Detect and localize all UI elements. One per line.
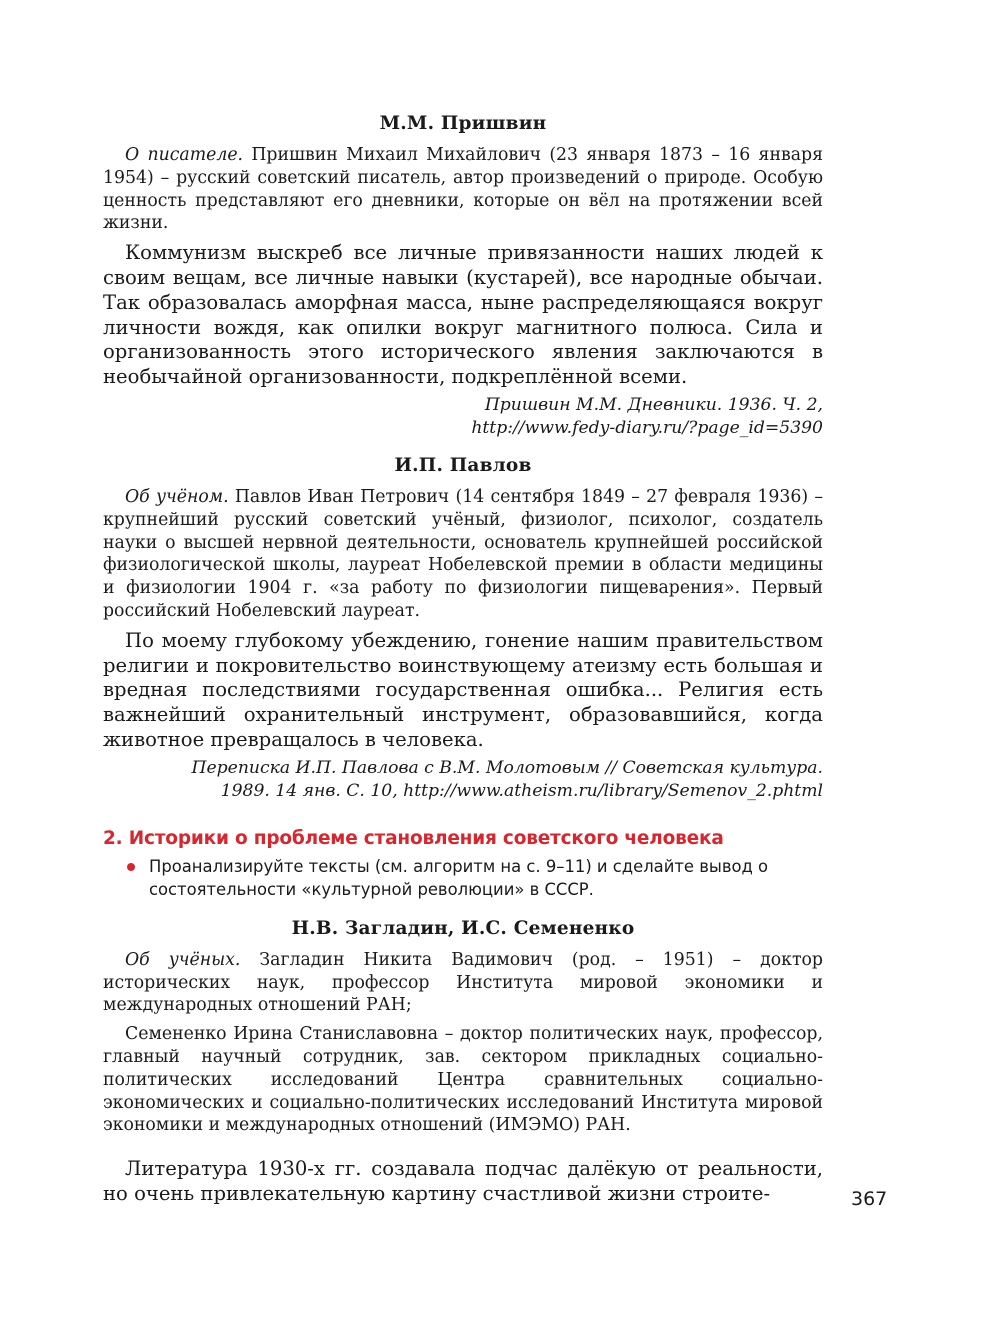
section-heading: М.М. Пришвин	[379, 113, 547, 134]
quote-source	[103, 394, 823, 441]
section-heading: И.П. Павлов	[394, 454, 532, 476]
section-pavlov	[103, 455, 823, 804]
quote-text: Литература 1930-х гг. создавала подчас далёкую от реальности, но очень привлекательную картину счастливой жизни строите-	[103, 1157, 823, 1205]
part-title: 2. Историки о проблеме становления советского человека	[103, 827, 724, 849]
source-link[interactable]: 1989. 14 янв. С. 10, http://www.atheism.ru/library/Semenov_2.phtml	[220, 781, 823, 802]
part-2	[103, 828, 823, 1207]
quote-text: Коммунизм выскреб все личные привязанности наших людей к своим вещам, все личные навыки (кустарей), все народные обычаи. Так образовалась аморфная масса, ныне распределяющаяся вокруг личности вождя, как опилки вокруг магнитного полюса. Сила и организованность этого исторического явления заключаются в необычайной организованности, подкреплённой всеми.	[103, 241, 823, 389]
section-prishvin	[103, 113, 823, 441]
author-bio-second: Семененко Ирина Станиславовна – доктор политических наук, профессор, главный научный сотрудник, зав. сектором прикладных социально-политических исследований Центра сравнительных социально-экономических и социально-политических исследований Института мировой экономики и международных отношений (ИМЭМО) РАН.	[103, 1024, 823, 1136]
quote-source	[103, 757, 823, 804]
author-bio	[103, 949, 823, 1017]
bio-text: Загладин Никита Вадимович (род. – 1951) – доктор исторических наук, профессор Института мировой экономики и международных отношений РАН;	[103, 949, 823, 1016]
author-bio	[103, 486, 823, 623]
page-number: 367	[851, 1188, 888, 1210]
task-text: Проанализируйте тексты (см. алгоритм на с. 9–11) и сделайте вывод о состоятельности «культурной революции» в СССР.	[149, 856, 769, 900]
bio-text: Пришвин Михаил Михайлович (23 января 1873 – 16 января 1954) – русский советский писатель, автор произведений о природе. Особую ценность представляют его дневники, которые он вёл на протяжении всей жизни.	[103, 145, 823, 234]
bio-label: О писателе.	[125, 145, 244, 165]
source-line: Переписка И.П. Павлова с В.М. Молотовым // Советская культура.	[191, 757, 823, 778]
source-line: Пришвин М.М. Дневники. 1936. Ч. 2,	[484, 394, 823, 415]
source-link[interactable]: http://www.fedy-diary.ru/?page_id=5390	[471, 418, 823, 439]
bio-text: Павлов Иван Петрович (14 сентября 1849 – 27 февраля 1936) – крупнейший русский советский учёный, физиолог, психолог, создатель науки о высшей нервной деятельности, основатель крупнейшей российской физиологической школы, лауреат Нобелевской премии в области медицины и физиологии 1904 г. «за работу по физиологии пищеварения». Первый российский Нобелевский лауреат.	[103, 486, 823, 621]
bio-label: Об учёных.	[125, 949, 241, 970]
page-content	[103, 113, 823, 1211]
quote-text: По моему глубокому убеждению, гонение нашим правительством религии и покровительство воинствующему атеизму есть большая и вредная последствиями государственная ошибка... Религия есть важнейший охранительный инструмент, образовавшийся, когда животное превращалось в человека.	[103, 628, 823, 751]
task-item	[149, 855, 823, 902]
author-bio	[103, 144, 823, 235]
section-heading: Н.В. Загладин, И.С. Семененко	[291, 917, 635, 939]
bullet-icon	[127, 863, 135, 871]
bio-label: Об учёном.	[125, 486, 229, 507]
